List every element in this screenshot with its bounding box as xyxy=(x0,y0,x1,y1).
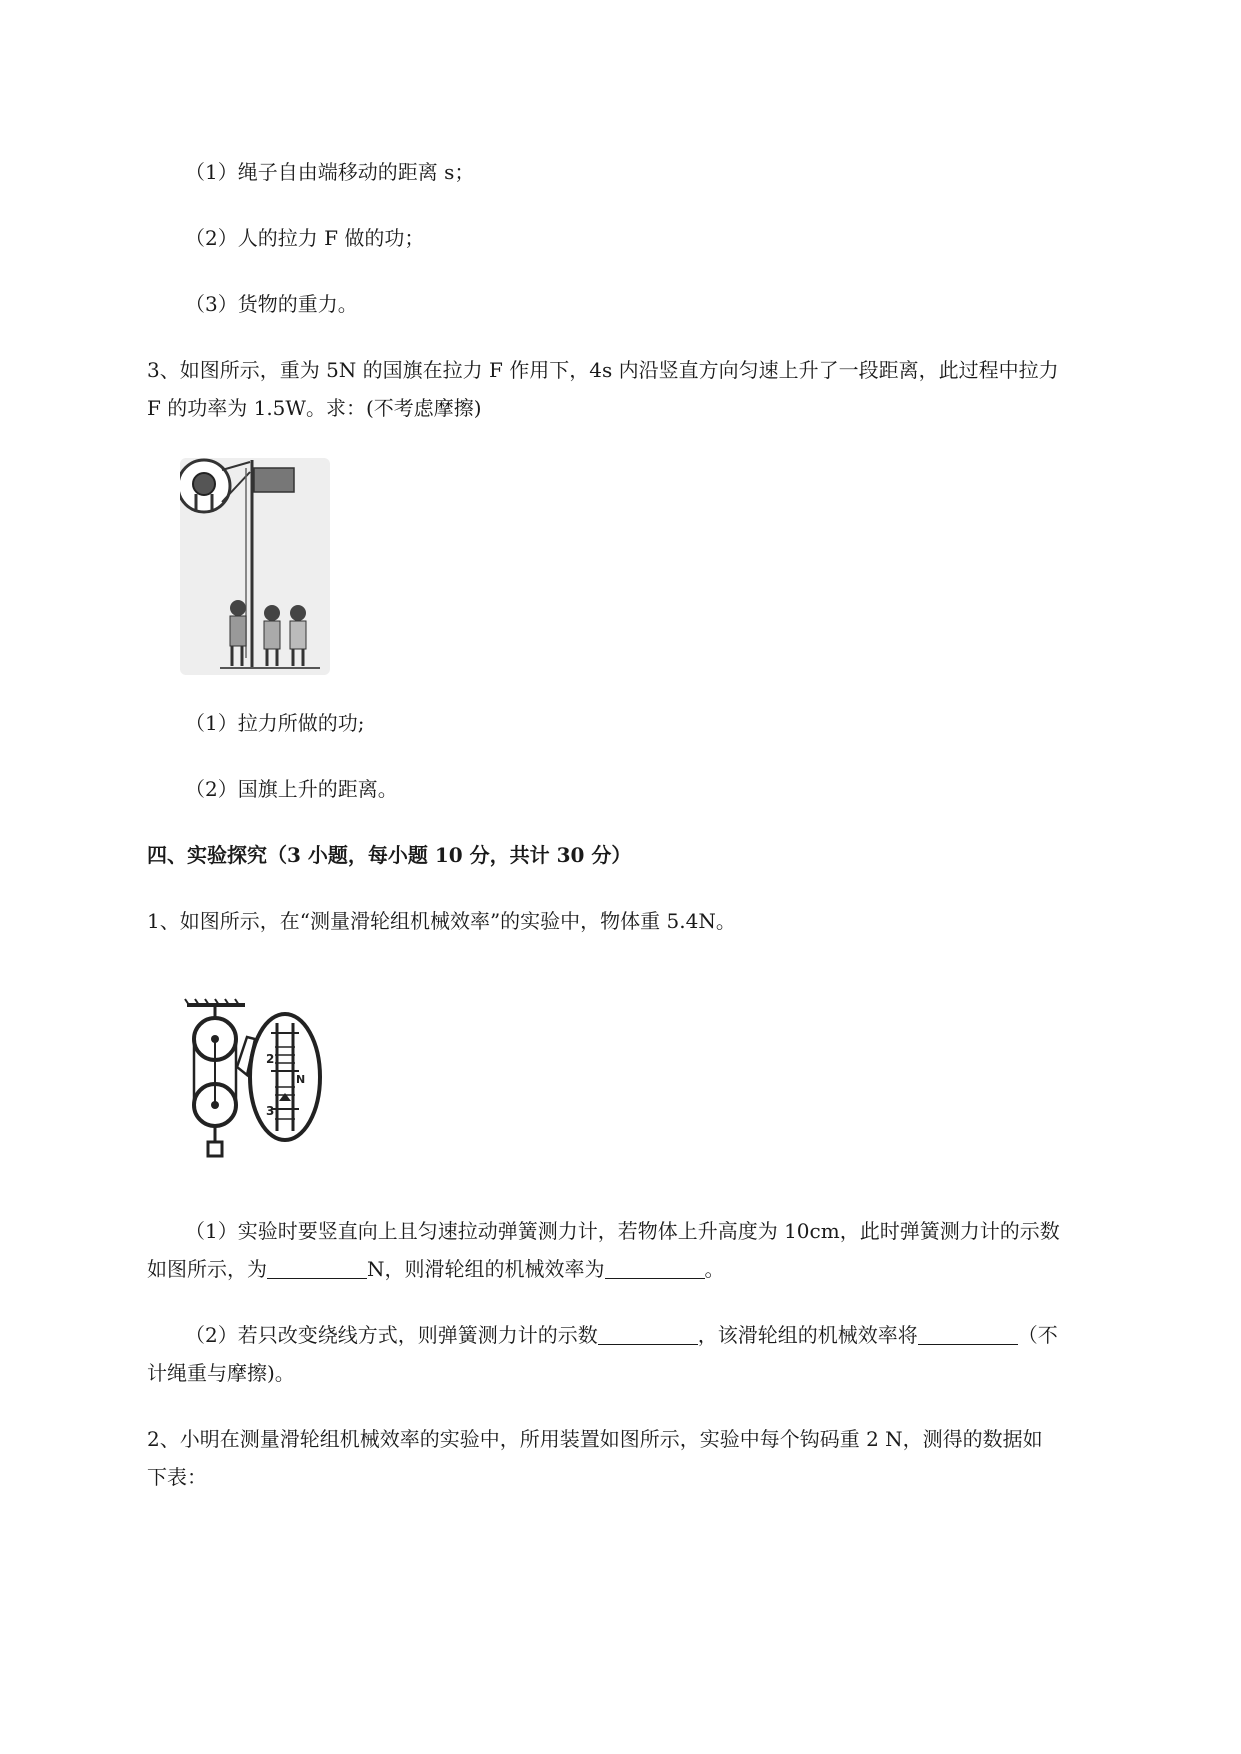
e1-part-2-line1 xyxy=(185,1321,1058,1349)
answer-blank-efficiency[interactable] xyxy=(605,1258,705,1279)
e1-p1-text-a: 如图所示，为 xyxy=(147,1257,267,1281)
answer-blank-force[interactable] xyxy=(267,1258,367,1279)
e1-part-1-line1: （1）实验时要竖直向上且匀速拉动弹簧测力计，若物体上升高度为 10cm，此时弹簧测力计的示数 xyxy=(185,1219,1060,1243)
flag-raising-figure xyxy=(180,458,330,675)
e1-p1-text-b: N，则滑轮组的机械效率为 xyxy=(367,1257,605,1281)
e1-part-2-line2: 计绳重与摩擦)。 xyxy=(147,1361,295,1385)
e1-p2-text-b: ，该滑轮组的机械效率将 xyxy=(697,1323,918,1347)
answer-blank-reading[interactable] xyxy=(598,1324,698,1345)
q2-part-1: （1）绳子自由端移动的距离 s； xyxy=(185,160,475,184)
e1-p2-text-c: （不 xyxy=(1017,1323,1058,1347)
scale-label-3: 3 xyxy=(266,1104,275,1118)
e2-stem-line1: 2、小明在测量滑轮组机械效率的实验中，所用装置如图所示，实验中每个钩码重 2 N，测得的数据如 xyxy=(147,1427,1043,1451)
q2-part-2: （2）人的拉力 F 做的功； xyxy=(185,226,425,250)
scale-label-n: N xyxy=(296,1073,306,1086)
q3-stem-line2: F 的功率为 1.5W。求：(不考虑摩擦) xyxy=(147,396,482,420)
section-heading: 四、实验探究（3 小题，每小题 10 分，共计 30 分） xyxy=(147,843,632,867)
answer-blank-efficiency-change[interactable] xyxy=(918,1324,1018,1345)
q2-part-3: （3）货物的重力。 xyxy=(185,292,358,316)
q3-part-1: （1）拉力所做的功; xyxy=(185,711,365,735)
e1-stem: 1、如图所示，在“测量滑轮组机械效率”的实验中，物体重 5.4N。 xyxy=(147,909,736,933)
e1-p1-text-c: 。 xyxy=(704,1257,725,1281)
scale-label-2: 2 xyxy=(266,1052,275,1066)
e2-stem-line2: 下表： xyxy=(147,1465,207,1489)
pulley-system-figure xyxy=(175,997,325,1167)
q3-part-2: （2）国旗上升的距离。 xyxy=(185,777,398,801)
e1-p2-text-a: （2）若只改变绕线方式，则弹簧测力计的示数 xyxy=(185,1323,598,1347)
q3-stem-line1: 3、如图所示，重为 5N 的国旗在拉力 F 作用下，4s 内沿竖直方向匀速上升了一段距离，此过程中拉力 xyxy=(147,358,1059,382)
e1-part-1-line2 xyxy=(147,1255,725,1283)
